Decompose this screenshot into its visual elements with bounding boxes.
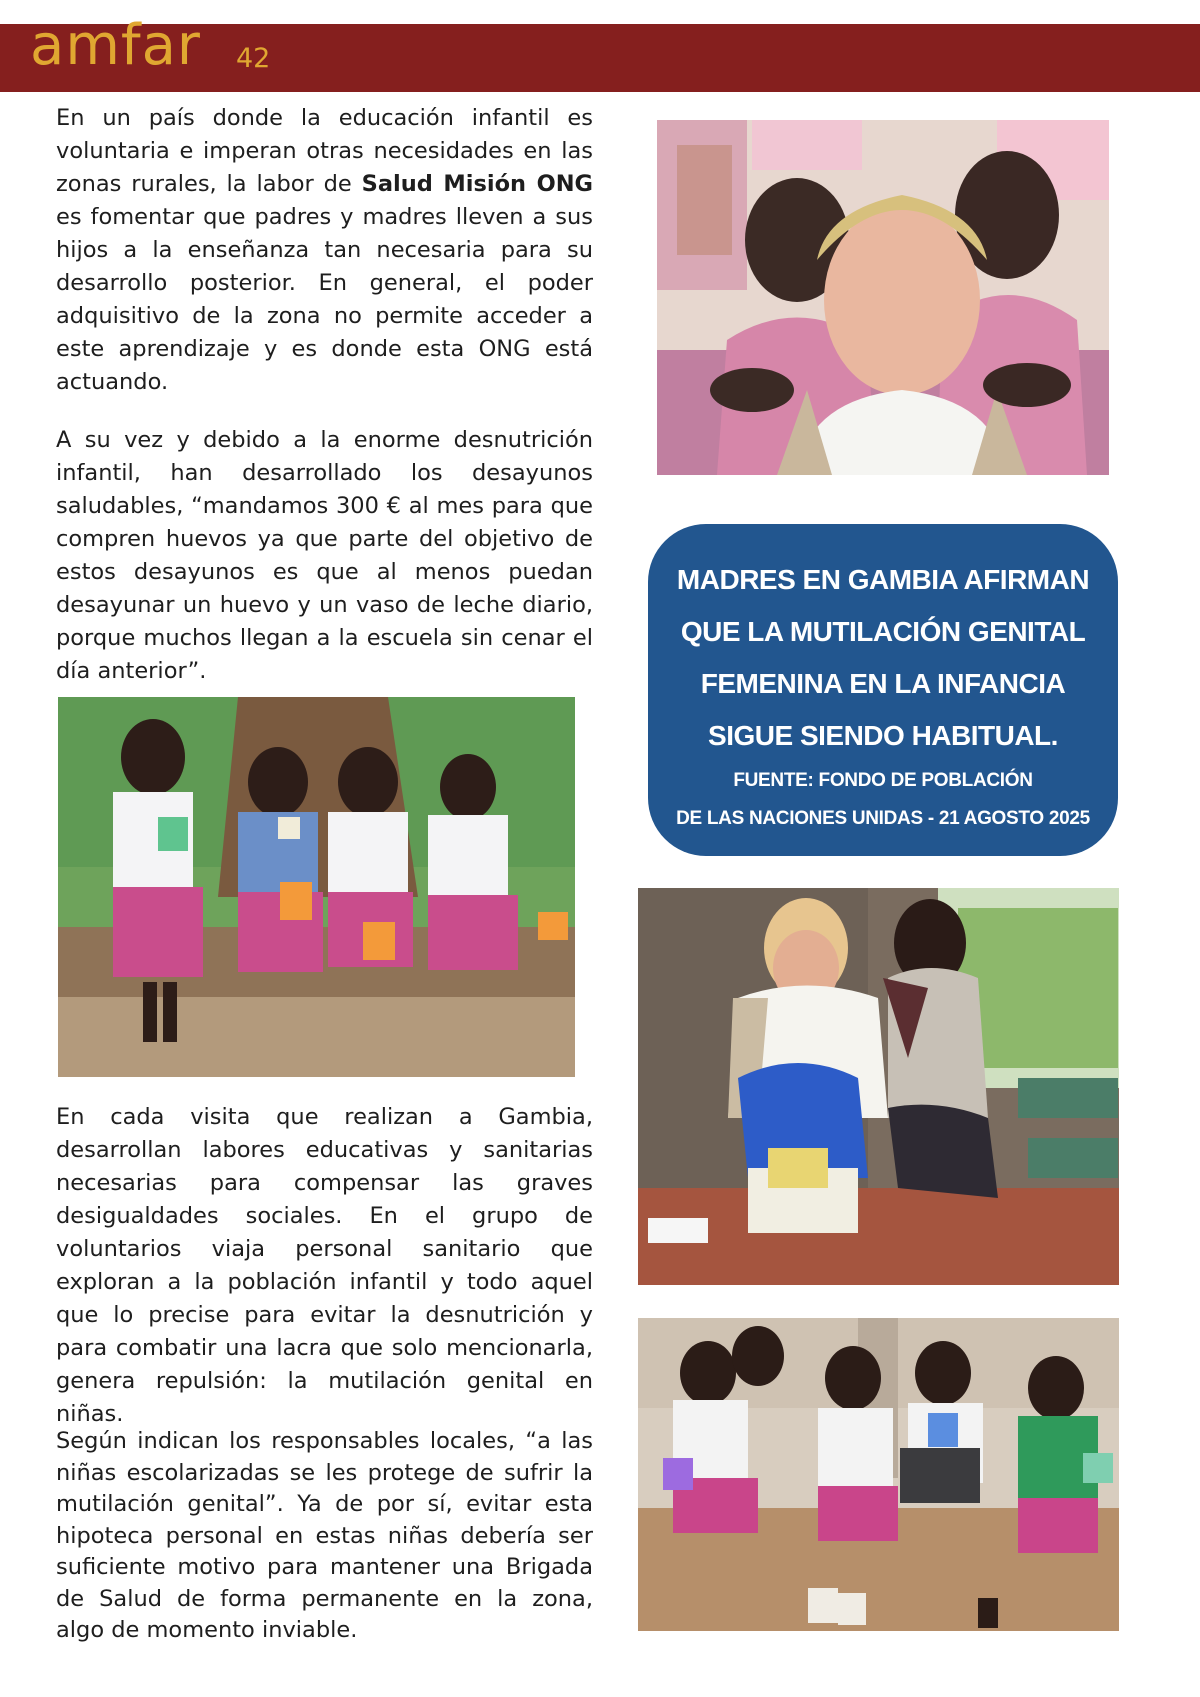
amfar-logo: amfar	[30, 13, 201, 78]
article-paragraph-1: En un país donde la educación infantil es voluntaria e imperan otras necesidades en las zonas rurales, la labor de Salud Misión ONG es fomentar que padres y madres lleven a sus hijos a la enseñanza tan necesaria para su desarrollo posterior. En general, el poder adquisitivo de la zona no permite acceder a este aprendizaje y es donde esta ONG está actuando.	[56, 105, 593, 395]
article-paragraph-3: En cada visita que realizan a Gambia, desarrollan labores educativas y sanitarias necesarias para compensar las graves desigualdades sociales. En el grupo de voluntarios viaja personal sanitario que exploran a la población infantil y todo aquel que lo precise para evitar la desnutrición y para combatir una lacra que solo mencionarla, genera repulsión: la mutilación genital en niñas.	[56, 1104, 593, 1427]
ngo-name: Salud Misión ONG	[361, 171, 593, 197]
photo-girls-with-cups-on-bench	[58, 697, 575, 1077]
photo-volunteer-selfie-with-girls	[657, 120, 1109, 475]
page-number: 42	[236, 43, 271, 74]
article-paragraph-4: Según indican los responsables locales, “a las niñas escolarizadas se les protege de sufrir la mutilación genital”. Ya de por sí, evitar esta hipoteca personal en estas niñas debería ser suficiente motivo para mantener una Brigada de Salud de forma permanente en la zona, algo de momento inviable.	[56, 1428, 593, 1643]
callout-source-line-2: DE LAS NACIONES UNIDAS - 21 AGOSTO 2025	[676, 808, 1090, 829]
callout-source-line-1: FUENTE: FONDO DE POBLACIÓN	[733, 770, 1033, 791]
photo-children-eating-breakfast	[638, 1318, 1119, 1631]
photo-volunteer-with-student	[638, 888, 1119, 1285]
callout-title: MADRES EN GAMBIA AFIRMAN QUE LA MUTILACIÓN GENITAL FEMENINA EN LA INFANCIA SIGUE SIENDO HABITUAL.	[676, 564, 1090, 751]
article-paragraph-2: A su vez y debido a la enorme desnutrición infantil, han desarrollado los desayunos saludables, “mandamos 300 € al mes para que compren huevos ya que parte del objetivo de estos desayunos es que al menos puedan desayunar un huevo y un vaso de leche diario, porque muchos llegan a la escuela sin cenar el día anterior”.	[56, 427, 593, 684]
callout-source	[658, 762, 1108, 838]
mutilation-fact-callout	[648, 524, 1118, 856]
